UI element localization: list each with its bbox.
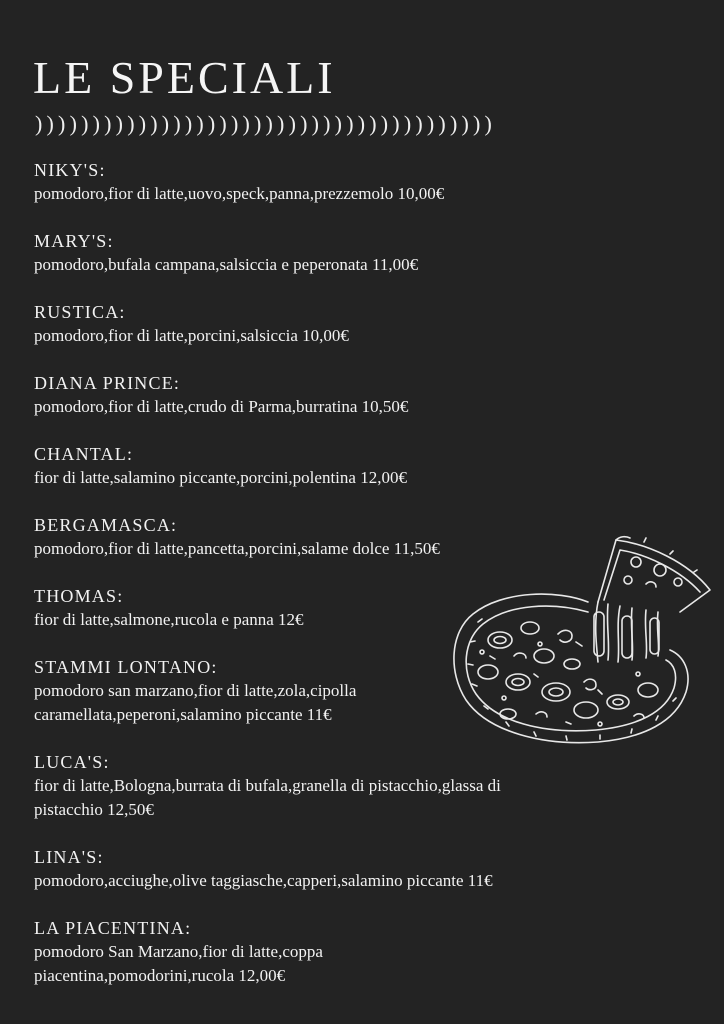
- item-name: THOMAS:: [34, 586, 124, 606]
- item-name: STAMMI LONTANO:: [34, 657, 218, 677]
- item-description: caramellata,peperoni,salamino piccante 11€: [34, 705, 332, 724]
- item-description: pomodoro San Marzano,fior di latte,coppa: [34, 942, 323, 961]
- item-description: piacentina,pomodorini,rucola 12,00€: [34, 966, 286, 985]
- item-description: pomodoro,fior di latte,pancetta,porcini,salame dolce 11,50€: [34, 539, 440, 558]
- item-name: CHANTAL:: [34, 444, 134, 464]
- menu-item: [34, 442, 674, 490]
- item-description: pomodoro,acciughe,olive taggiasche,capperi,salamino piccante 11€: [34, 871, 493, 890]
- item-description: fior di latte,salmone,rucola e panna 12€: [34, 610, 304, 629]
- item-name: NIKY'S:: [34, 160, 106, 180]
- pizza-sketch-icon: [448, 532, 714, 748]
- item-name: LA PIACENTINA:: [34, 918, 192, 938]
- item-name: LINA'S:: [34, 847, 104, 867]
- item-description: pomodoro,bufala campana,salsiccia e peperonata 11,00€: [34, 255, 419, 274]
- item-description: pomodoro,fior di latte,crudo di Parma,burratina 10,50€: [34, 397, 409, 416]
- menu-item: [34, 916, 674, 988]
- item-description: pistacchio 12,50€: [34, 800, 154, 819]
- menu-item: [34, 845, 674, 893]
- item-name: MARY'S:: [34, 231, 114, 251]
- menu-item: [34, 371, 674, 419]
- item-name: LUCA'S:: [34, 752, 110, 772]
- item-name: BERGAMASCA:: [34, 515, 178, 535]
- item-name: RUSTICA:: [34, 302, 126, 322]
- menu-item: [34, 300, 674, 348]
- item-description: pomodoro,fior di latte,porcini,salsiccia 10,00€: [34, 326, 349, 345]
- page-title: LE SPECIALI: [33, 52, 336, 103]
- item-description: pomodoro san marzano,fior di latte,zola,cipolla: [34, 681, 357, 700]
- item-description: pomodoro,fior di latte,uovo,speck,panna,prezzemolo 10,00€: [34, 184, 445, 203]
- menu-item: [34, 158, 674, 206]
- decorative-divider: )))))))))))))))))))))))))))))))))))))))): [35, 111, 497, 136]
- item-name: DIANA PRINCE:: [34, 373, 181, 393]
- menu-item: [34, 229, 674, 277]
- item-description: fior di latte,Bologna,burrata di bufala,granella di pistacchio,glassa di: [34, 776, 501, 795]
- item-description: fior di latte,salamino piccante,porcini,polentina 12,00€: [34, 468, 407, 487]
- menu-item: [34, 750, 674, 822]
